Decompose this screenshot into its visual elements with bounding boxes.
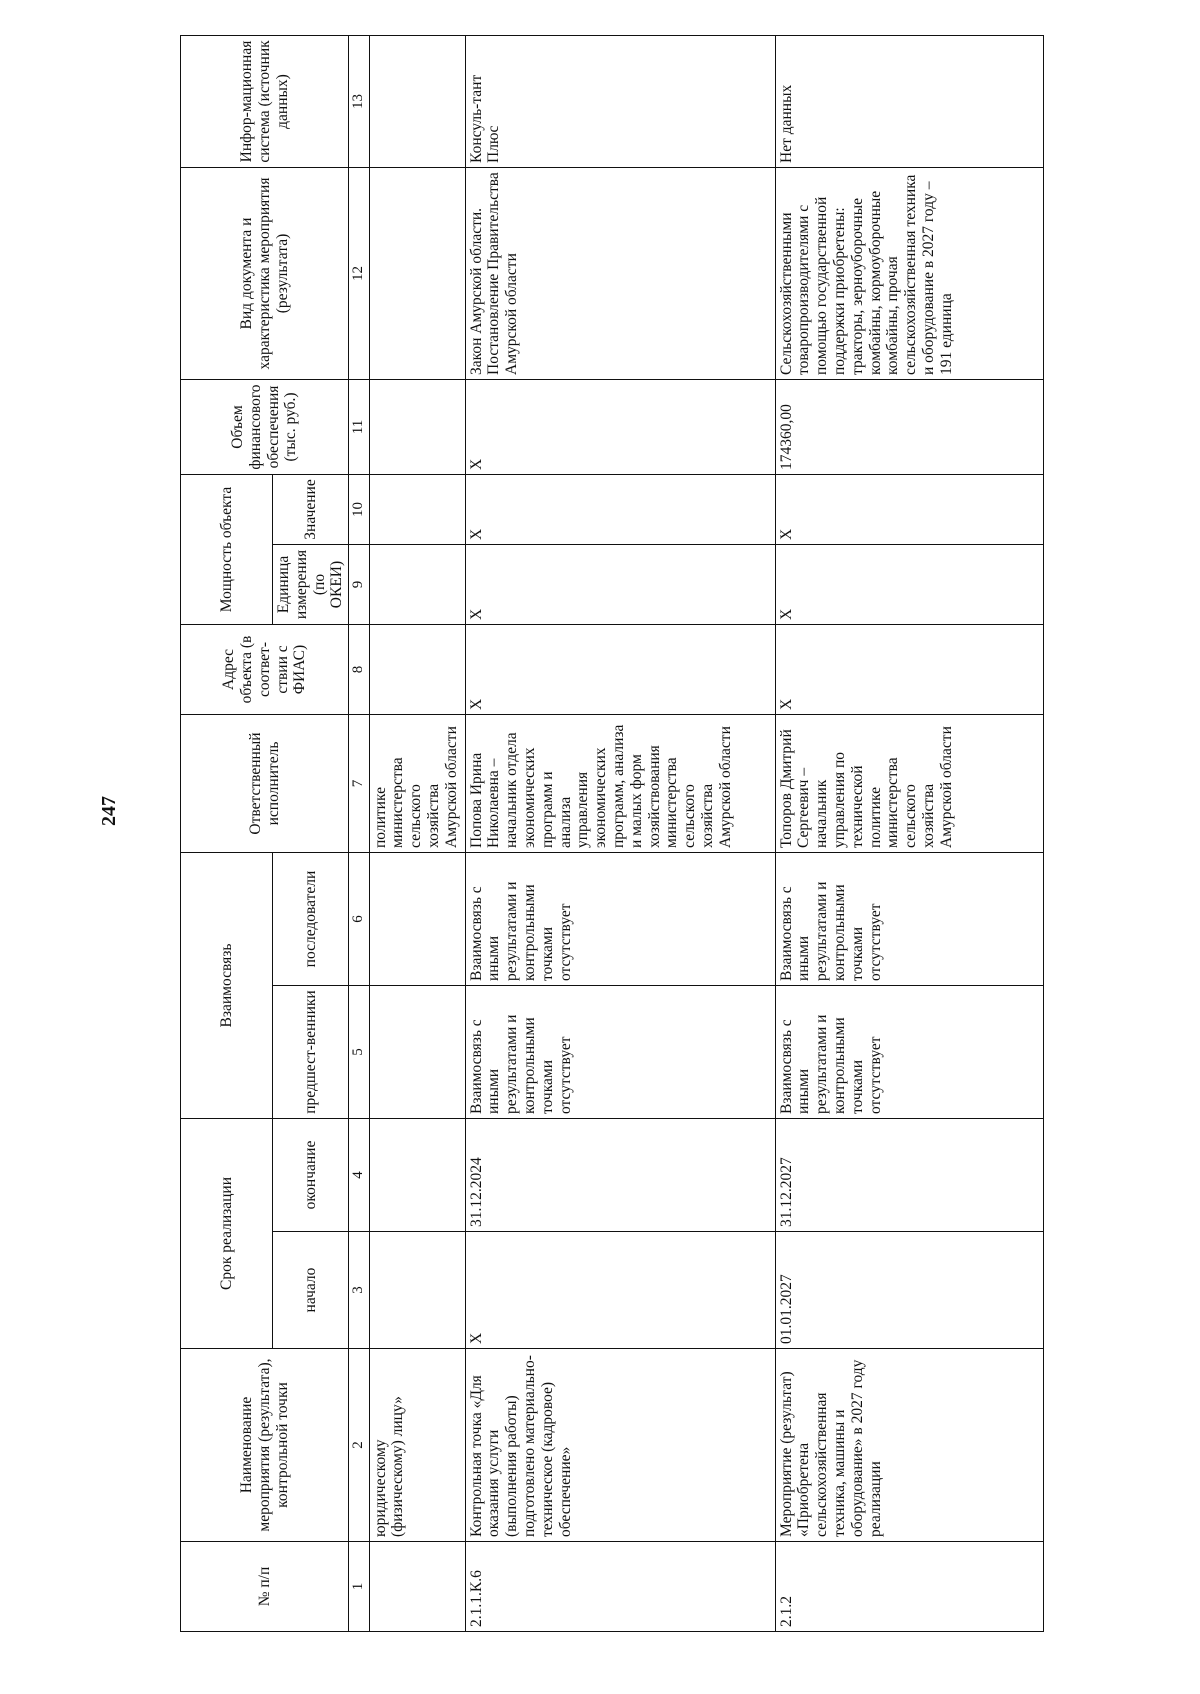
cell-value: X [775,475,1043,545]
cell-end: 31.12.2027 [775,1119,1043,1232]
column-number: 5 [349,986,369,1119]
header-responsible: Ответственный исполнитель [181,715,349,853]
cell-start: X [465,1232,775,1349]
column-number: 3 [349,1232,369,1349]
header-predecessors: предшест-венники [273,986,349,1119]
table-row [369,36,465,1632]
cell-predecessors [369,986,465,1119]
cell-address: X [465,625,775,715]
header-end: окончание [273,1119,349,1232]
cell-name: юридическому (физическому) лицу» [369,1349,465,1542]
header-successors: последователи [273,853,349,986]
cell-unit [369,545,465,625]
cell-finance [369,380,465,475]
header-capacity: Мощность объекта [181,475,273,625]
header-link: Взаимосвязь [181,853,273,1119]
table-row [775,36,1043,1632]
cell-document [369,168,465,380]
cell-end [369,1119,465,1232]
cell-unit: X [465,545,775,625]
cell-successors: Взаимосвязь с иными результатами и контрольными точками отсутствует [775,853,1043,986]
cell-value: X [465,475,775,545]
column-number: 8 [349,625,369,715]
header-name: Наименование мероприятия (результата), контрольной точки [181,1349,349,1542]
column-number: 6 [349,853,369,986]
page-number: 247 [98,796,120,826]
cell-start [369,1232,465,1349]
rotated-table-container [180,36,1040,1632]
column-number: 2 [349,1349,369,1542]
cell-info-system: Консуль-тант Плюс [465,36,775,168]
column-number: 4 [349,1119,369,1232]
cell-successors [369,853,465,986]
cell-start: 01.01.2027 [775,1232,1043,1349]
column-number: 7 [349,715,369,853]
cell-info-system: Нет данных [775,36,1043,168]
column-number: 12 [349,168,369,380]
column-number: 10 [349,475,369,545]
cell-finance: X [465,380,775,475]
header-unit: Единица измерения (по ОКЕИ) [273,545,349,625]
cell-info-system [369,36,465,168]
cell-predecessors: Взаимосвязь с иными результатами и контрольными точками отсутствует [775,986,1043,1119]
cell-name: Мероприятие (результат) «Приобретена сельскохозяйственная техника, машины и оборудование» в 2027 году реализации [775,1349,1043,1542]
cell-responsible: Топоров Дмитрий Сергеевич – начальник управления по технической политике министерства сельского хозяйства Амурской области [775,715,1043,853]
header-document: Вид документа и характеристика мероприятия (результата) [181,168,349,380]
cell-document: Закон Амурской области. Постановление Правительства Амурской области [465,168,775,380]
cell-predecessors: Взаимосвязь с иными результатами и контрольными точками отсутствует [465,986,775,1119]
column-number: 11 [349,380,369,475]
header-start: начало [273,1232,349,1349]
column-number: 13 [349,36,369,168]
header-address: Адрес объекта (в соответ-ствии с ФИАС) [181,625,349,715]
header-finance: Объем финансового обеспечения (тыс. руб.) [181,380,349,475]
cell-responsible: Попова Ирина Николаевна – начальник отдела экономических программ и анализа управления экономических программ, анализа и малых форм хозяйствования министерства сельского хозяйства Амурской области [465,715,775,853]
header-info-system: Инфор-мационная система (источник данных) [181,36,349,168]
cell-value [369,475,465,545]
column-number-row [349,36,369,1632]
cell-num: 2.1.1.К.6 [465,1542,775,1632]
cell-finance: 174360,00 [775,380,1043,475]
cell-unit: X [775,545,1043,625]
cell-responsible: политике министерства сельского хозяйства Амурской области [369,715,465,853]
cell-end: 31.12.2024 [465,1119,775,1232]
table-row [465,36,775,1632]
column-number: 9 [349,545,369,625]
cell-document: Сельскохозяйственными товаропроизводителями с помощью государственной поддержки приобретены: тракторы, зерноуборочные комбайны, кормоуборочные комбайны, прочая сельскохозяйственная техника и оборудование в 2027 году – 191 единица [775,168,1043,380]
cell-address: X [775,625,1043,715]
cell-name: Контрольная точка «Для оказания услуги (выполнения работы) подготовлено материально-техническое (кадровое) обеспечение» [465,1349,775,1542]
cell-num: 2.1.2 [775,1542,1043,1632]
header-num: № п/п [181,1542,349,1632]
column-number: 1 [349,1542,369,1632]
header-term: Срок реализации [181,1119,273,1349]
cell-num [369,1542,465,1632]
cell-address [369,625,465,715]
cell-successors: Взаимосвязь с иными результатами и контрольными точками отсутствует [465,853,775,986]
plan-table [180,35,1044,1632]
header-value: Значение [273,475,349,545]
